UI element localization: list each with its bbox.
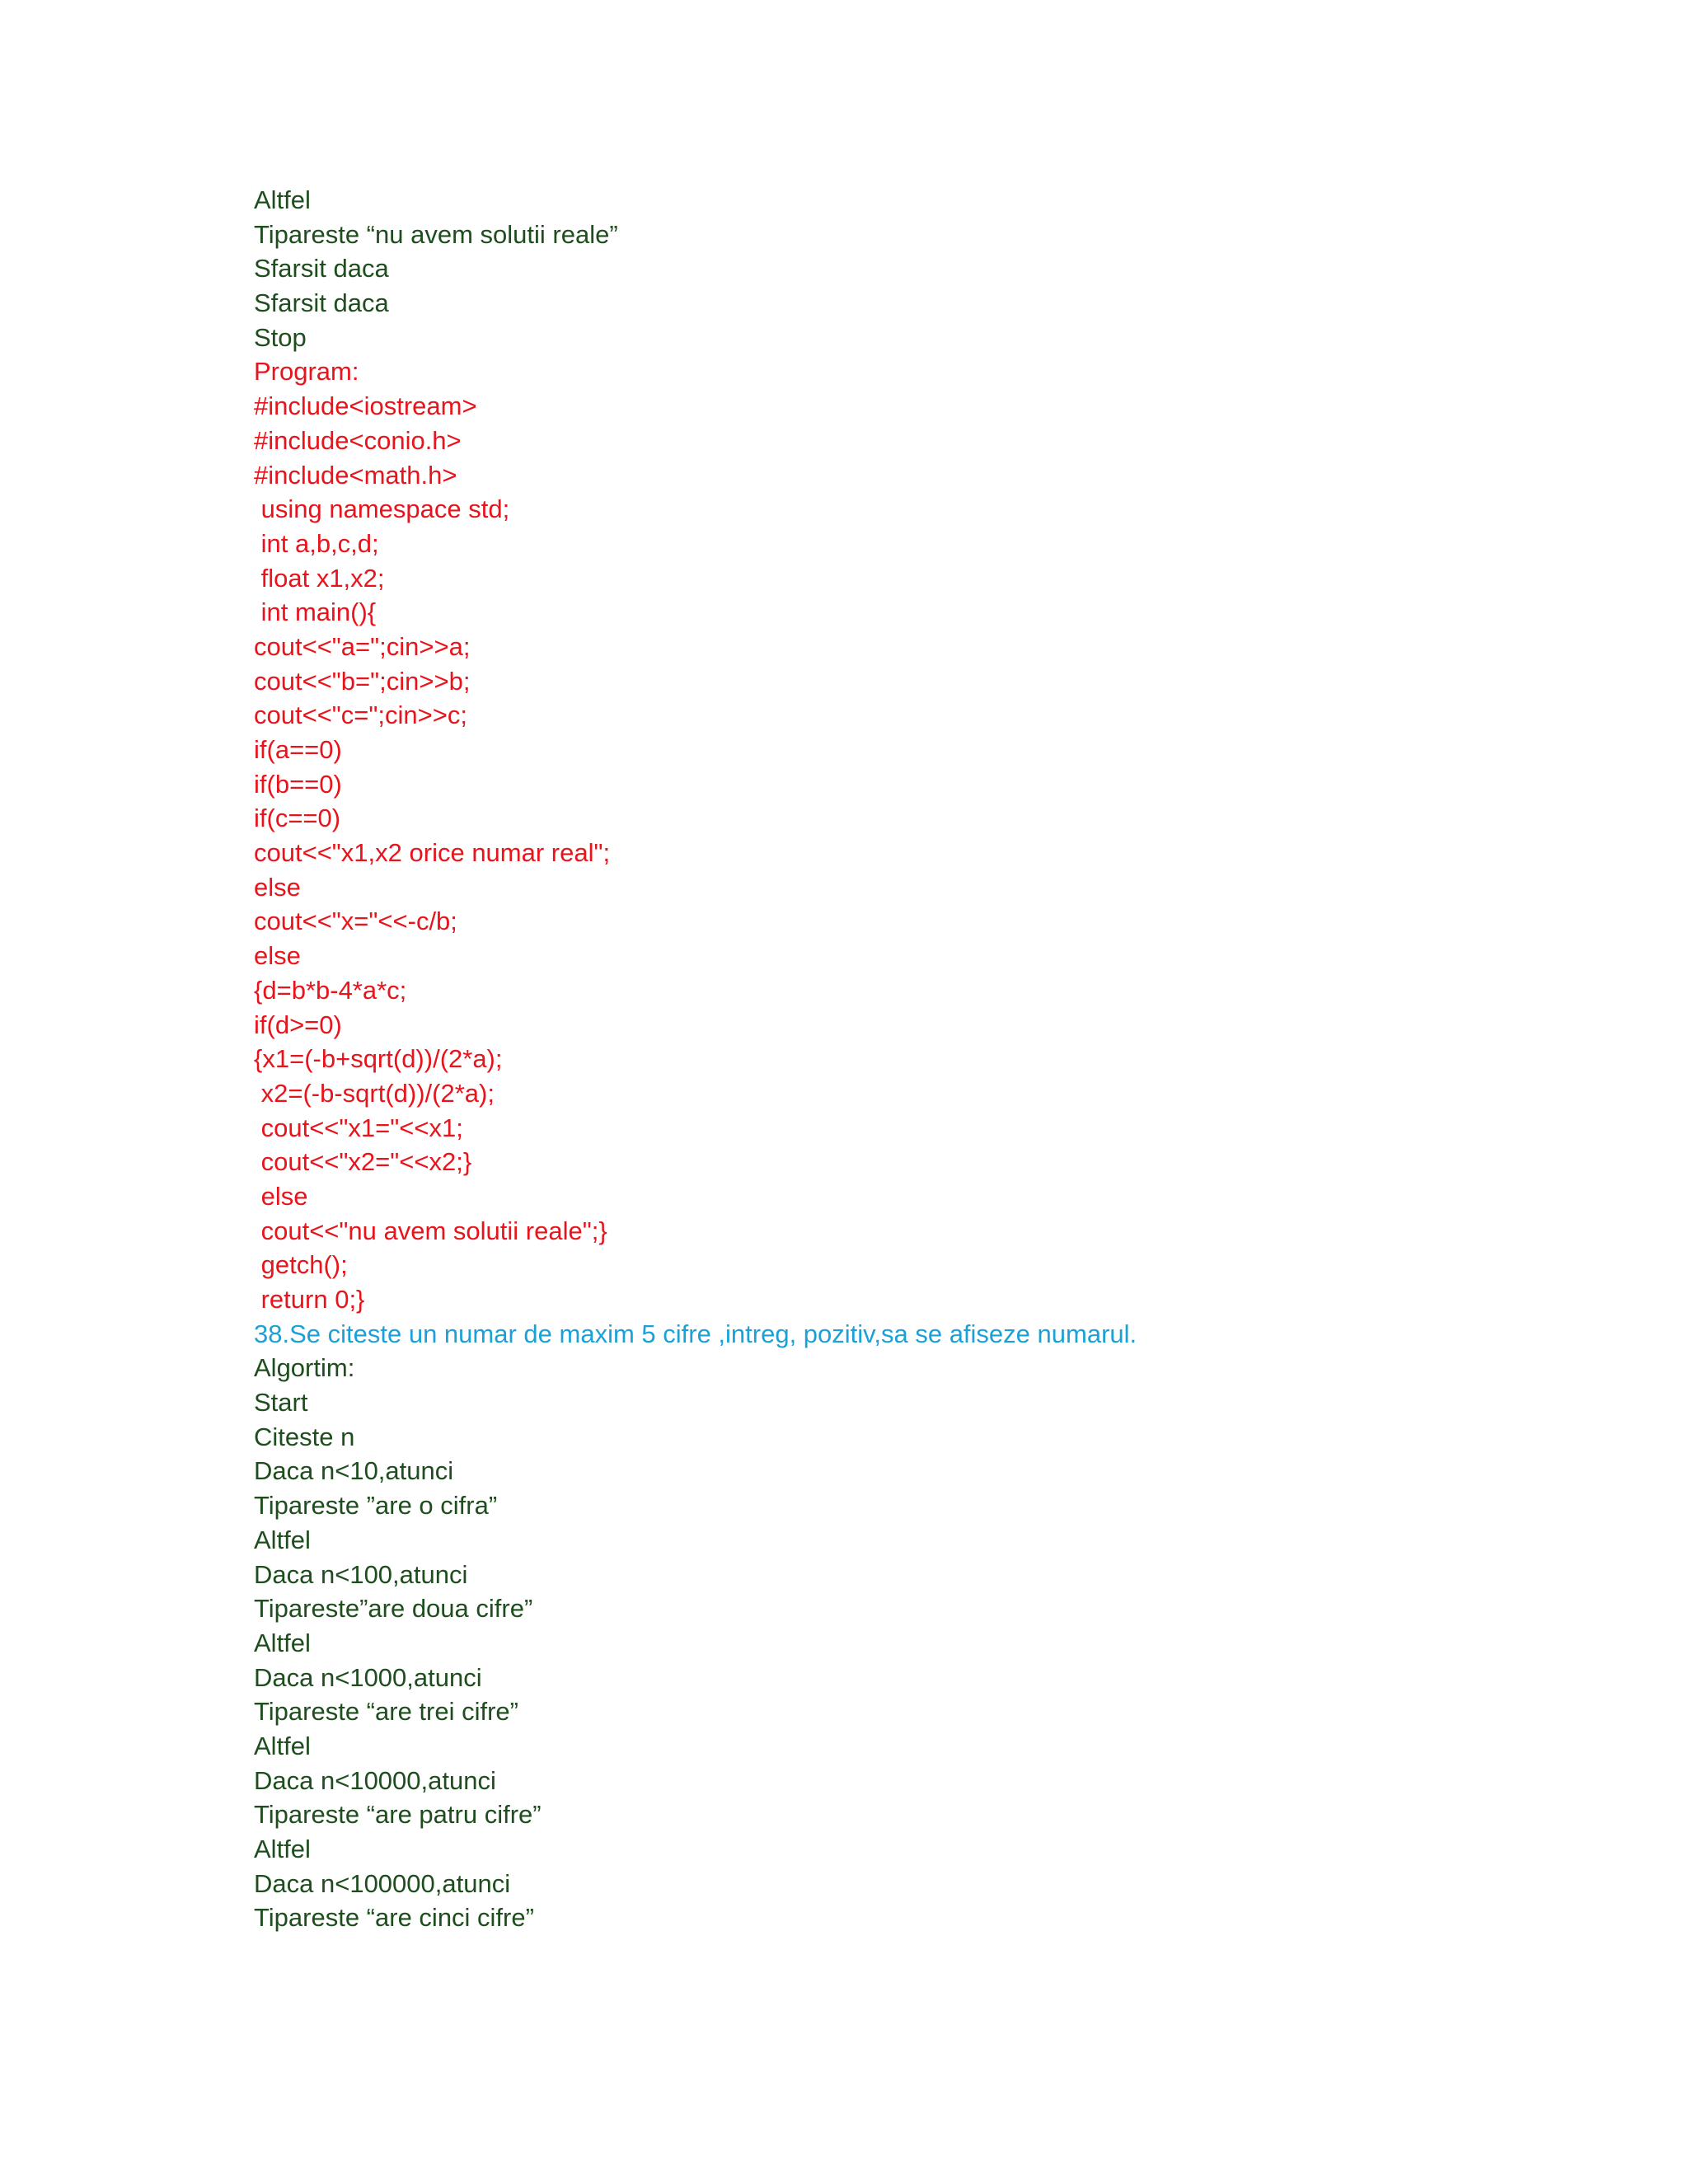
algorithm-line: Tipareste “nu avem solutii reale” bbox=[254, 219, 618, 249]
algorithm-line: Sfarsit daca bbox=[254, 254, 389, 284]
code-line: cout<<"x1,x2 orice numar real"; bbox=[254, 838, 611, 868]
algorithm-line: Daca n<10000,atunci bbox=[254, 1765, 496, 1795]
algorithm-line: Altfel bbox=[254, 1628, 311, 1657]
algorithm-line: Tipareste “are cinci cifre” bbox=[254, 1903, 534, 1933]
code-line: if(d>=0) bbox=[254, 1010, 342, 1039]
program-heading: Program: bbox=[254, 357, 359, 387]
code-line: {d=b*b-4*a*c; bbox=[254, 975, 407, 1005]
algorithm-line: Altfel bbox=[254, 185, 311, 214]
code-line: cout<<"x="<<-c/b; bbox=[254, 907, 457, 936]
code-line: #include<iostream> bbox=[254, 391, 477, 421]
code-line: int main(){ bbox=[254, 598, 377, 627]
code-line: cout<<"c=";cin>>c; bbox=[254, 701, 467, 730]
algorithm-line: Tipareste”are doua cifre” bbox=[254, 1594, 533, 1624]
algorithm-line: Daca n<100000,atunci bbox=[254, 1868, 511, 1898]
code-line: x2=(-b-sqrt(d))/(2*a); bbox=[254, 1078, 495, 1108]
algorithm-line: Daca n<100,atunci bbox=[254, 1559, 468, 1589]
document-text bbox=[254, 183, 1490, 1935]
algorithm-line: Altfel bbox=[254, 1525, 311, 1554]
code-line: getch(); bbox=[254, 1250, 348, 1280]
algorithm-line: Start bbox=[254, 1388, 308, 1418]
code-line: float x1,x2; bbox=[254, 563, 385, 593]
code-line: else bbox=[254, 941, 301, 971]
algorithm-line: Tipareste “are patru cifre” bbox=[254, 1800, 542, 1830]
problem-statement: 38.Se citeste un numar de maxim 5 cifre ,intreg, pozitiv,sa se afiseze numarul. bbox=[254, 1319, 1137, 1348]
code-line: int a,b,c,d; bbox=[254, 528, 379, 558]
algorithm-line: Sfarsit daca bbox=[254, 288, 389, 318]
code-line: else bbox=[254, 872, 301, 902]
code-line: #include<conio.h> bbox=[254, 425, 462, 455]
algorithm-heading: Algortim: bbox=[254, 1353, 355, 1383]
code-line: if(a==0) bbox=[254, 735, 342, 764]
algorithm-line: Daca n<1000,atunci bbox=[254, 1662, 482, 1692]
code-line: if(b==0) bbox=[254, 769, 342, 799]
code-line: #include<math.h> bbox=[254, 460, 457, 490]
code-line: cout<<"x2="<<x2;} bbox=[254, 1147, 472, 1177]
algorithm-line: Citeste n bbox=[254, 1422, 355, 1451]
code-line: cout<<"x1="<<x1; bbox=[254, 1113, 463, 1142]
code-line: else bbox=[254, 1181, 308, 1211]
code-line: cout<<"a=";cin>>a; bbox=[254, 631, 471, 661]
algorithm-line: Tipareste “are trei cifre” bbox=[254, 1697, 518, 1727]
algorithm-line: Altfel bbox=[254, 1731, 311, 1760]
code-line: cout<<"nu avem solutii reale";} bbox=[254, 1216, 607, 1245]
algorithm-line: Altfel bbox=[254, 1835, 311, 1863]
code-line: return 0;} bbox=[254, 1285, 365, 1314]
code-line: cout<<"b=";cin>>b; bbox=[254, 666, 471, 696]
code-line: {x1=(-b+sqrt(d))/(2*a); bbox=[254, 1044, 503, 1074]
algorithm-line: Stop bbox=[254, 322, 307, 352]
code-line: using namespace std; bbox=[254, 494, 510, 524]
algorithm-line: Tipareste ”are o cifra” bbox=[254, 1491, 498, 1521]
algorithm-line: Daca n<10,atunci bbox=[254, 1456, 454, 1486]
code-line: if(c==0) bbox=[254, 804, 341, 833]
